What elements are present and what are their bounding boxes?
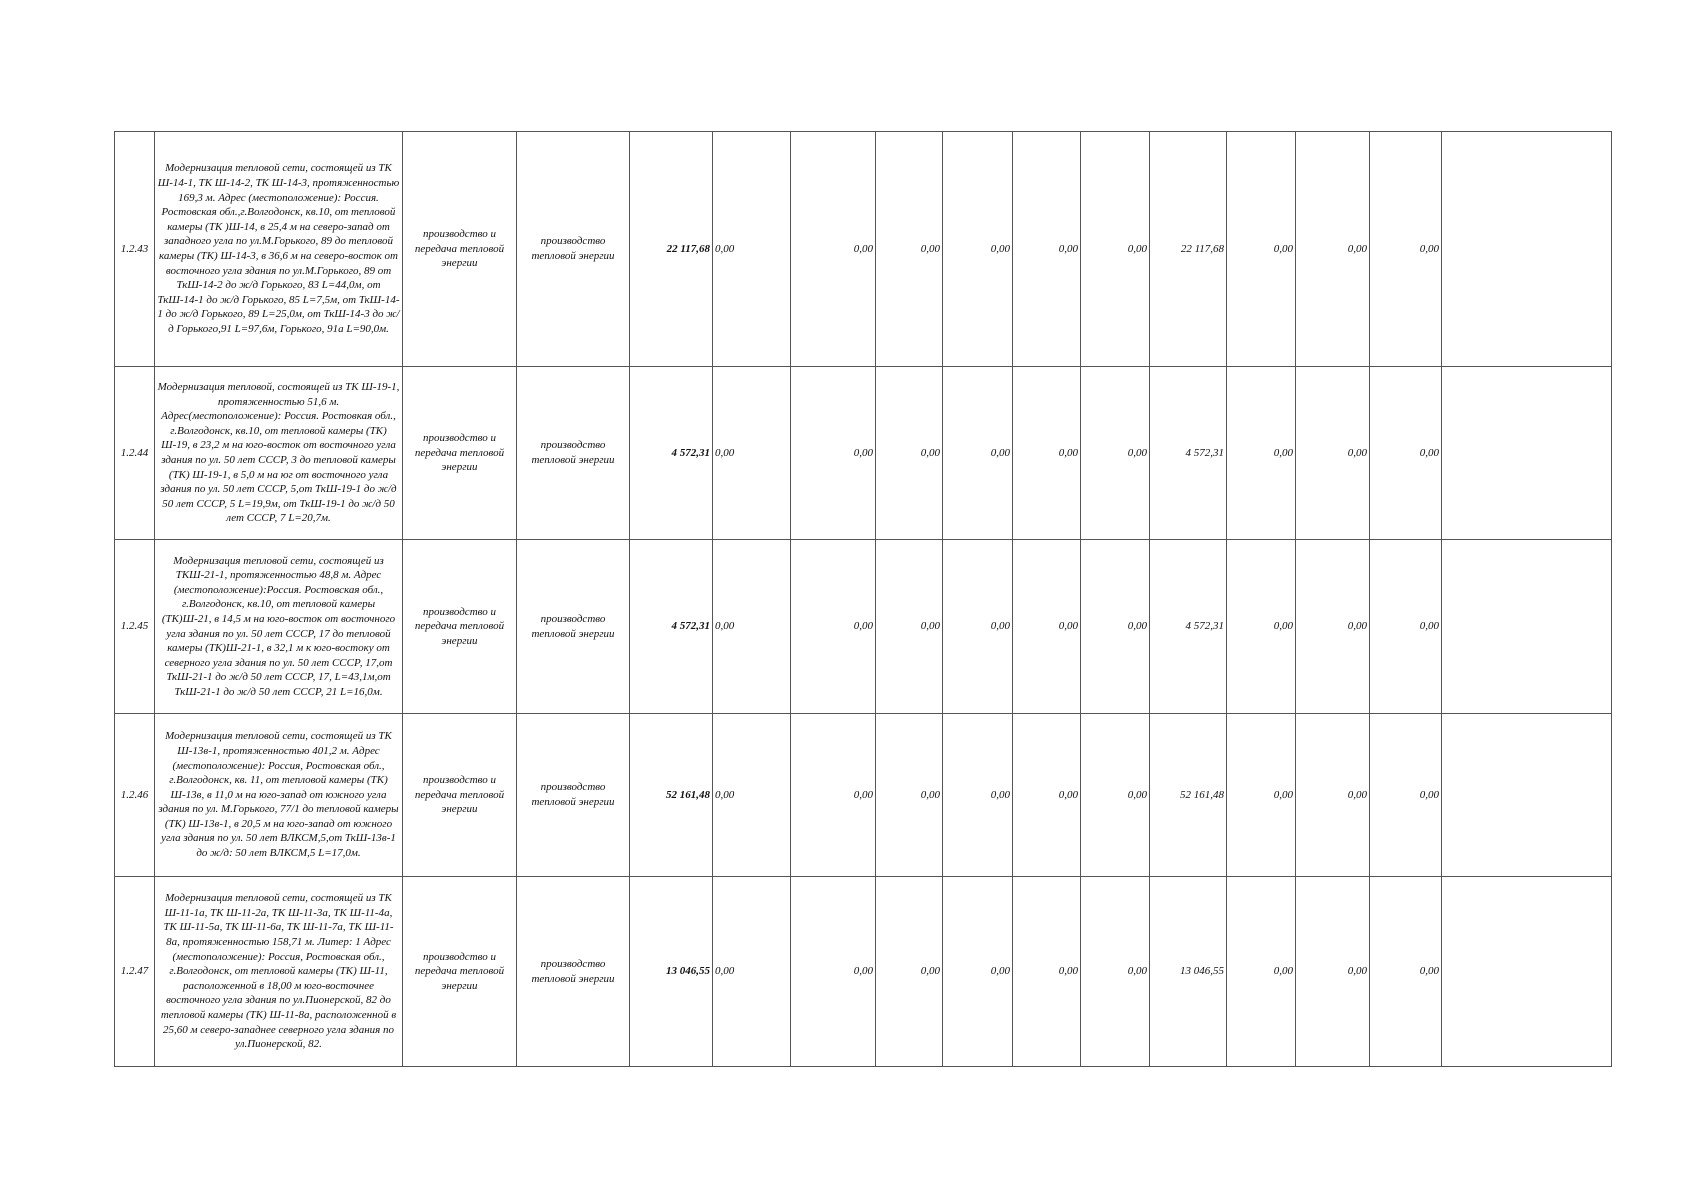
project-description: Модернизация тепловой сети, состоящей из ТК Ш-14-1, ТК Ш-14-2, ТК Ш-14-3, протяженностью 169,3 м. Адрес (местоположение): Россия. Ростовская обл.,г.Волгодонск, кв.10, от тепловой камеры (ТК )Ш-14, в 25,4 м на северо-запад от западного угла по ул.М.Горького, 89 до тепловой камеры (ТК) Ш-14-3, в 36,6 м на северо-восток от восточного угла здания по ул.М.Горького, 89 от ТкШ-14-2 до ж/д Горького, 83 L=44,0м, от ТкШ-14-1 до ж/д Горького, 85 L=7,5м, от ТкШ-14-1 до ж/д Горького, 89 L=25,0м, от ТкШ-14-3 до ж/д Горького,91 L=97,6м, Горького, 91а L=90,0м. [155,132,403,367]
activity-type: производство и передача тепловой энергии [403,877,517,1067]
value-cell: 0,00 [876,714,943,877]
value-cell: 0,00 [1296,877,1370,1067]
value-cell: 0,00 [1081,367,1150,540]
activity-subtype: производство тепловой энергии [517,367,630,540]
value-cell: 0,00 [713,132,791,367]
table-row [115,367,1612,540]
activity-subtype: производство тепловой энергии [517,132,630,367]
row-number: 1.2.43 [115,132,155,367]
table-row [115,132,1612,367]
value-cell: 0,00 [943,877,1013,1067]
table-row [115,714,1612,877]
value-cell: 0,00 [943,367,1013,540]
total-amount: 4 572,31 [630,367,713,540]
value-cell: 0,00 [713,714,791,877]
investment-table [114,131,1612,1067]
activity-type: производство и передача тепловой энергии [403,540,517,714]
activity-subtype: производство тепловой энергии [517,540,630,714]
empty-cell [1442,877,1612,1067]
table-row [115,877,1612,1067]
value-cell: 0,00 [1296,714,1370,877]
value-cell: 0,00 [1081,714,1150,877]
value-cell: 0,00 [1227,132,1296,367]
empty-cell [1442,714,1612,877]
project-description: Модернизация тепловой сети, состоящей из ТКШ-21-1, протяженностью 48,8 м. Адрес (местоположение):Россия. Ростовская обл., г.Волгодонск, кв.10, от тепловой камеры (ТК)Ш-21, в 14,5 м на юго-восток от восточного угла здания по ул. 50 лет СССР, 17 до тепловой камеры (ТК)Ш-21-1, в 32,1 м к юго-востоку от северного угла здания по ул. 50 лет СССР, 17,от ТкШ-21-1 до ж/д 50 лет СССР, 17, L=43,1м,от ТкШ-21-1 до ж/д 50 лет СССР, 21 L=16,0м. [155,540,403,714]
value-cell: 0,00 [1296,540,1370,714]
value-cell: 4 572,31 [1150,367,1227,540]
value-cell: 0,00 [791,132,876,367]
value-cell: 0,00 [1081,132,1150,367]
value-cell: 4 572,31 [1150,540,1227,714]
value-cell: 0,00 [1370,540,1442,714]
value-cell: 22 117,68 [1150,132,1227,367]
total-amount: 4 572,31 [630,540,713,714]
value-cell: 0,00 [1296,132,1370,367]
value-cell: 0,00 [713,540,791,714]
value-cell: 0,00 [713,877,791,1067]
value-cell: 0,00 [1227,877,1296,1067]
value-cell: 0,00 [943,714,1013,877]
row-number: 1.2.45 [115,540,155,714]
value-cell: 52 161,48 [1150,714,1227,877]
value-cell: 0,00 [1370,132,1442,367]
value-cell: 0,00 [876,367,943,540]
value-cell: 0,00 [1081,877,1150,1067]
empty-cell [1442,132,1612,367]
value-cell: 0,00 [1013,132,1081,367]
value-cell: 0,00 [713,367,791,540]
value-cell: 13 046,55 [1150,877,1227,1067]
value-cell: 0,00 [943,540,1013,714]
row-number: 1.2.47 [115,877,155,1067]
row-number: 1.2.46 [115,714,155,877]
value-cell: 0,00 [791,367,876,540]
value-cell: 0,00 [876,877,943,1067]
activity-type: производство и передача тепловой энергии [403,132,517,367]
activity-type: производство и передача тепловой энергии [403,714,517,877]
value-cell: 0,00 [1013,877,1081,1067]
total-amount: 13 046,55 [630,877,713,1067]
activity-subtype: производство тепловой энергии [517,714,630,877]
value-cell: 0,00 [876,132,943,367]
value-cell: 0,00 [1013,367,1081,540]
value-cell: 0,00 [1296,367,1370,540]
value-cell: 0,00 [791,540,876,714]
project-description: Модернизация тепловой, состоящей из ТК Ш-19-1, протяженностью 51,6 м. Адрес(местоположение): Россия. Ростовкая обл., г.Волгодонск, кв.10, от тепловой камеры (ТК) Ш-19, в 23,2 м на юго-восток от восточного угла здания по ул. 50 лет СССР, 3 до тепловой камеры (ТК) Ш-19-1, в 5,0 м на юг от восточного угла здания по ул. 50 лет СССР, 5,от ТкШ-19-1 до ж/д 50 лет СССР, 5 L=19,9м, от ТкШ-19-1 до ж/д 50 лет СССР, 7 L=20,7м. [155,367,403,540]
value-cell: 0,00 [1370,367,1442,540]
empty-cell [1442,540,1612,714]
value-cell: 0,00 [876,540,943,714]
value-cell: 0,00 [1013,714,1081,877]
value-cell: 0,00 [791,877,876,1067]
activity-type: производство и передача тепловой энергии [403,367,517,540]
empty-cell [1442,367,1612,540]
value-cell: 0,00 [791,714,876,877]
activity-subtype: производство тепловой энергии [517,877,630,1067]
value-cell: 0,00 [943,132,1013,367]
value-cell: 0,00 [1227,540,1296,714]
total-amount: 22 117,68 [630,132,713,367]
table-row [115,540,1612,714]
project-description: Модернизация тепловой сети, состоящей из ТК Ш-11-1а, ТК Ш-11-2а, ТК Ш-11-3а, ТК Ш-11-4а, ТК Ш-11-5а, ТК Ш-11-6а, ТК Ш-11-7а, ТК Ш-11-8а, протяженностью 158,71 м. Литер: 1 Адрес (местоположение): Россия, Ростовская обл., г.Волгодонск, от тепловой камеры (ТК) Ш-11, расположенной в 18,00 м юго-восточнее восточного угла здания по ул.Пионерской, 82 до тепловой камеры (ТК) Ш-11-8а, расположенной в 25,60 м северо-западнее северного угла здания по ул.Пионерской, 82. [155,877,403,1067]
total-amount: 52 161,48 [630,714,713,877]
value-cell: 0,00 [1227,714,1296,877]
row-number: 1.2.44 [115,367,155,540]
value-cell: 0,00 [1370,877,1442,1067]
value-cell: 0,00 [1227,367,1296,540]
value-cell: 0,00 [1370,714,1442,877]
project-description: Модернизация тепловой сети, состоящей из ТК Ш-13в-1, протяженностью 401,2 м. Адрес (местоположение): Россия, Ростовская обл., г.Волгодонск, кв. 11, от тепловой камеры (ТК) Ш-13в, в 11,0 м на юго-запад от южного угла здания по ул. М.Горького, 77/1 до тепловой камеры (ТК) Ш-13в-1, в 20,5 м на юго-запад от южного угла здания по ул. 50 лет ВЛКСМ,5,от ТкШ-13в-1 до ж/д: 50 лет ВЛКСМ,5 L=17,0м. [155,714,403,877]
value-cell: 0,00 [1081,540,1150,714]
value-cell: 0,00 [1013,540,1081,714]
